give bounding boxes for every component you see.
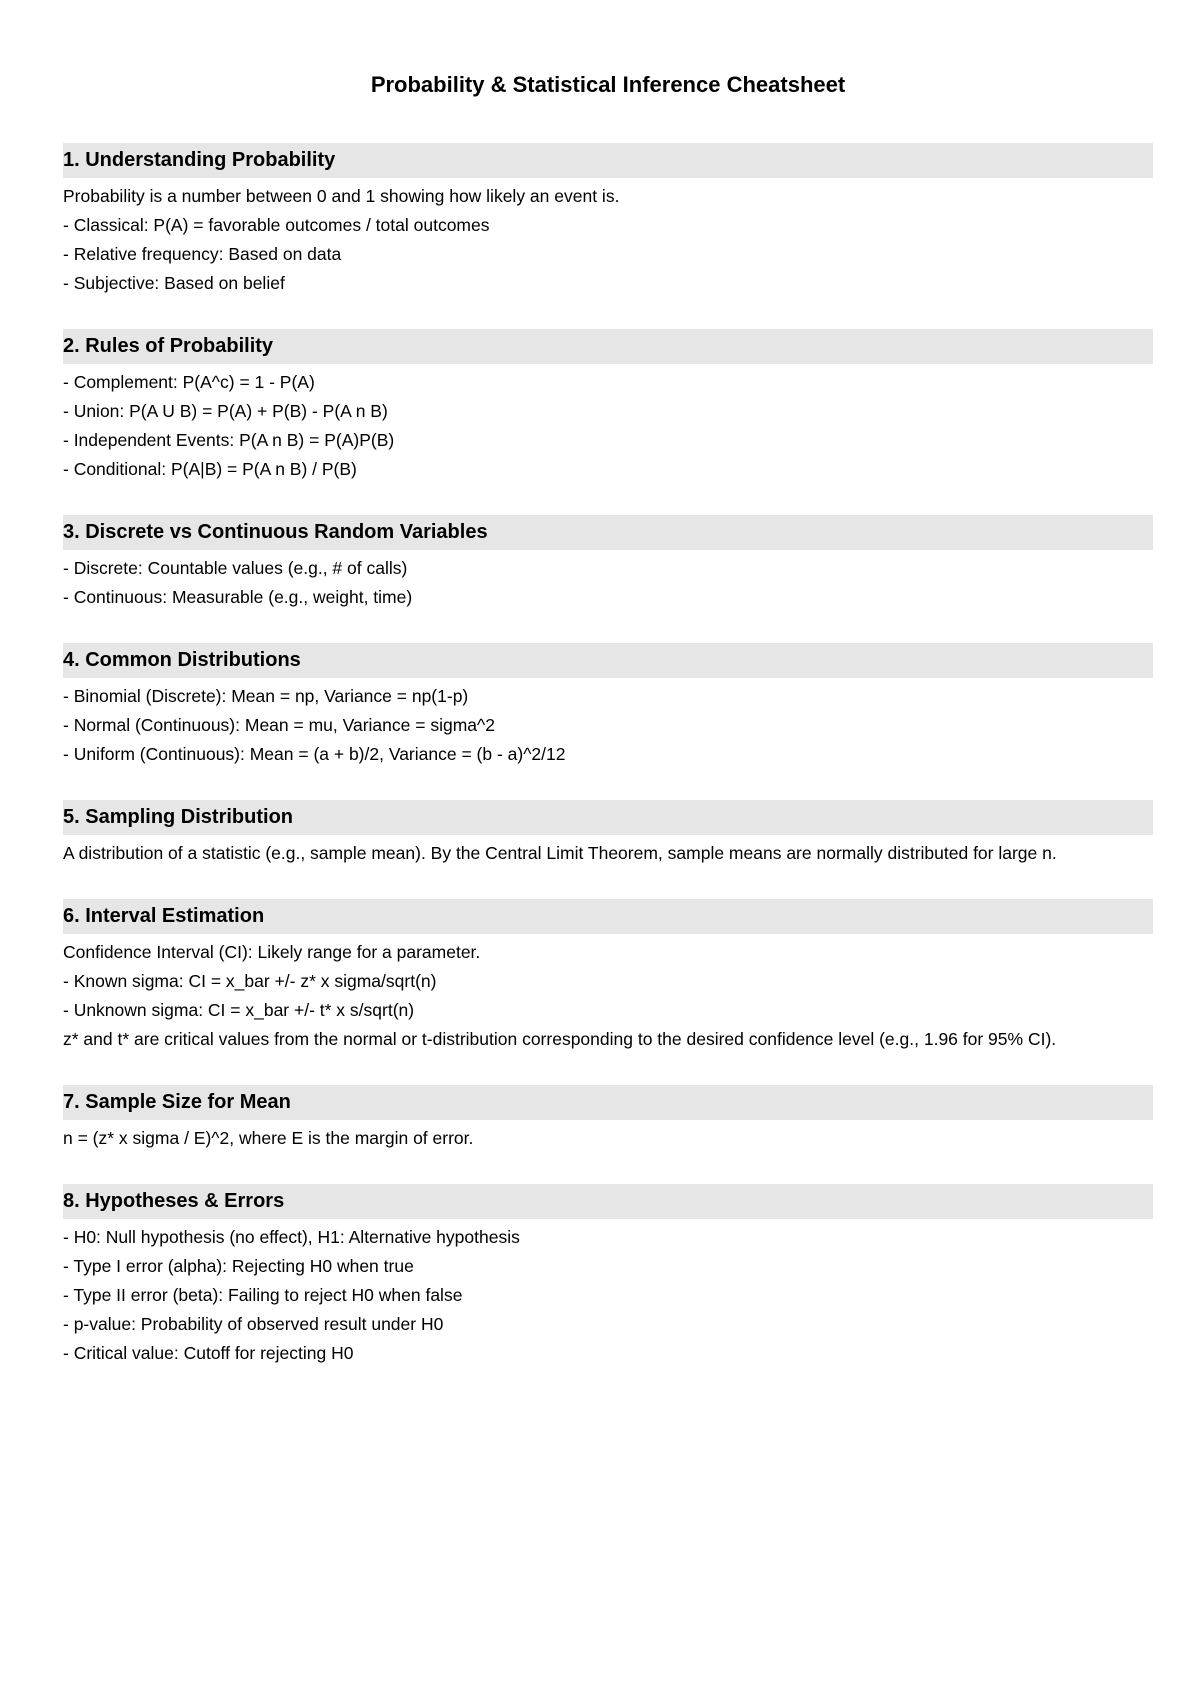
- text-line: z* and t* are critical values from the normal or t-distribution corresponding to the desired confidence level (e.g., 1.96 for 95% CI).: [63, 1029, 1057, 1049]
- text-line: - p-value: Probability of observed result under H0: [63, 1314, 444, 1334]
- text-line: - Normal (Continuous): Mean = mu, Variance = sigma^2: [63, 715, 495, 735]
- section-body: [63, 1223, 1153, 1368]
- text-line: - Classical: P(A) = favorable outcomes / total outcomes: [63, 215, 490, 235]
- section-body: [63, 554, 1153, 612]
- text-line: - Type II error (beta): Failing to reject H0 when false: [63, 1285, 463, 1305]
- section-heading: 7. Sample Size for Mean: [63, 1085, 1153, 1120]
- text-line: - Known sigma: CI = x_bar +/- z* x sigma/sqrt(n): [63, 971, 437, 991]
- text-line: Confidence Interval (CI): Likely range for a parameter.: [63, 942, 481, 962]
- section-heading: 5. Sampling Distribution: [63, 800, 1153, 835]
- section-discrete-vs-continuous: [63, 515, 1153, 612]
- section-interval-estimation: [63, 899, 1153, 1054]
- text-line: - Conditional: P(A|B) = P(A n B) / P(B): [63, 459, 357, 479]
- section-heading: 8. Hypotheses & Errors: [63, 1184, 1153, 1219]
- text-line: - Continuous: Measurable (e.g., weight, time): [63, 587, 413, 607]
- text-line: - Uniform (Continuous): Mean = (a + b)/2, Variance = (b - a)^2/12: [63, 744, 566, 764]
- section-body: [63, 938, 1153, 1054]
- text-line: Probability is a number between 0 and 1 showing how likely an event is.: [63, 186, 620, 206]
- text-line: - Independent Events: P(A n B) = P(A)P(B): [63, 430, 395, 450]
- section-hypotheses-and-errors: [63, 1184, 1153, 1368]
- text-line: - Relative frequency: Based on data: [63, 244, 342, 264]
- section-understanding-probability: [63, 143, 1153, 298]
- section-heading: 1. Understanding Probability: [63, 143, 1153, 178]
- section-body: [63, 682, 1153, 769]
- sections-container: [63, 143, 1153, 1368]
- section-heading: 2. Rules of Probability: [63, 329, 1153, 364]
- text-line: - Type I error (alpha): Rejecting H0 when true: [63, 1256, 414, 1276]
- text-line: - Discrete: Countable values (e.g., # of calls): [63, 558, 408, 578]
- section-body: [63, 1124, 1153, 1153]
- section-common-distributions: [63, 643, 1153, 769]
- document-title: Probability & Statistical Inference Cheatsheet: [370, 72, 846, 97]
- section-heading: 6. Interval Estimation: [63, 899, 1153, 934]
- text-line: A distribution of a statistic (e.g., sample mean). By the Central Limit Theorem, sample means are normally distributed for large n.: [63, 843, 1057, 863]
- section-sampling-distribution: [63, 800, 1153, 868]
- section-heading: 4. Common Distributions: [63, 643, 1153, 678]
- section-body: [63, 839, 1153, 868]
- text-line: n = (z* x sigma / E)^2, where E is the margin of error.: [63, 1128, 474, 1148]
- section-heading: 3. Discrete vs Continuous Random Variables: [63, 515, 1153, 550]
- text-line: - Union: P(A U B) = P(A) + P(B) - P(A n B): [63, 401, 388, 421]
- text-line: - Unknown sigma: CI = x_bar +/- t* x s/sqrt(n): [63, 1000, 415, 1020]
- text-line: - H0: Null hypothesis (no effect), H1: Alternative hypothesis: [63, 1227, 520, 1247]
- section-rules-of-probability: [63, 329, 1153, 484]
- text-line: - Subjective: Based on belief: [63, 273, 285, 293]
- section-body: [63, 368, 1153, 484]
- section-sample-size-for-mean: [63, 1085, 1153, 1153]
- section-body: [63, 182, 1153, 298]
- text-line: - Critical value: Cutoff for rejecting H0: [63, 1343, 354, 1363]
- text-line: - Binomial (Discrete): Mean = np, Variance = np(1-p): [63, 686, 469, 706]
- text-line: - Complement: P(A^c) = 1 - P(A): [63, 372, 315, 392]
